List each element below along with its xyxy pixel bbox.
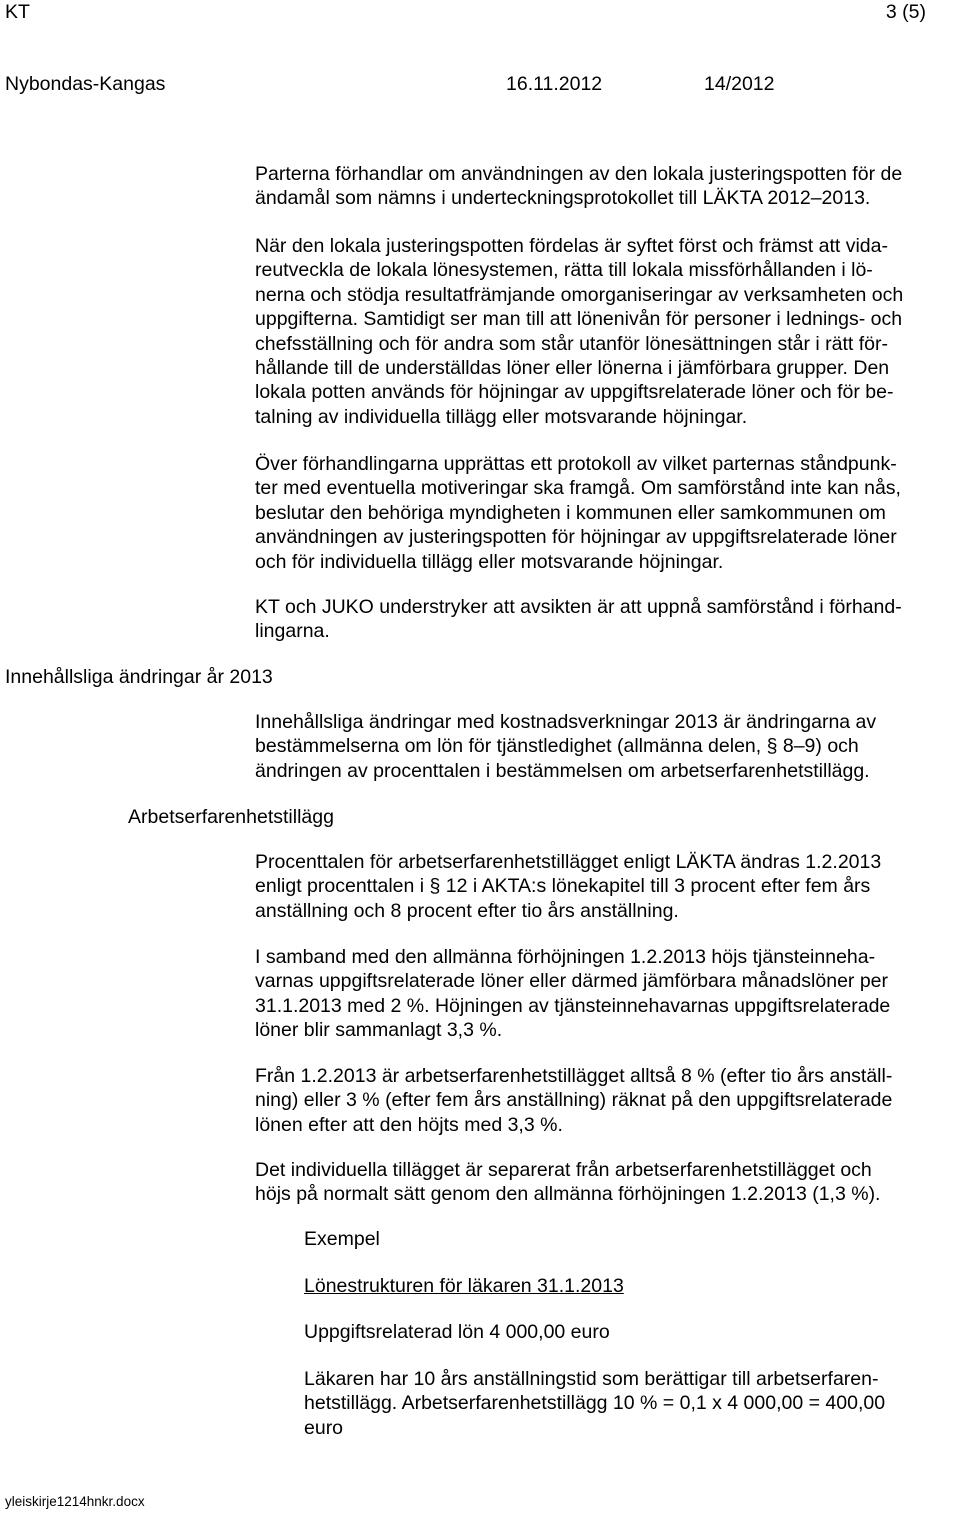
text-line: löner blir sammanlagt 3,3 %.	[255, 1019, 503, 1042]
header-page-number: 3 (5)	[885, 1, 926, 23]
text-line: Över förhandlingarna upprättas ett protokoll av vilket parternas ståndpunk-	[255, 453, 897, 475]
text-line: chefsställning och för andra som står utanför lönesättningen står i rätt för-	[255, 332, 888, 355]
example-subheading: Lönestrukturen för läkaren 31.1.2013	[304, 1275, 624, 1297]
text-line: lönen efter att den höjts med 3,3 %.	[255, 1113, 563, 1136]
example-salary: Uppgiftsrelaterad lön 4 000,00 euro	[304, 1321, 610, 1343]
text-line: euro	[304, 1416, 344, 1439]
paragraph-percentages	[255, 850, 960, 923]
paragraph-from-date	[255, 1064, 960, 1137]
text-line: varnas uppgiftsrelaterade löner eller därmed jämförbara månadslöner per	[255, 970, 889, 993]
text-line: ändamål som nämns i underteckningsprotokollet till LÄKTA 2012–2013.	[255, 187, 871, 210]
section-heading-content-changes: Innehållsliga ändringar år 2013	[5, 666, 273, 688]
text-line: anställning och 8 procent efter tio års anställning.	[255, 899, 679, 922]
text-line: beslutar den behöriga myndigheten i kommunen eller samkommunen om	[255, 501, 886, 524]
text-line: lingarna.	[255, 620, 330, 643]
text-line: hållande till de underställdas löner eller lönerna i jämförbara grupper. Den	[255, 357, 890, 380]
text-line: bestämmelserna om lön för tjänstledighet (allmänna delen, § 8–9) och	[255, 735, 859, 758]
paragraph-cost-changes	[255, 710, 960, 783]
text-line: uppgifterna. Samtidigt ser man till att lönenivån för personer i lednings- och	[255, 308, 903, 331]
example-text	[304, 1367, 960, 1440]
text-line: Innehållsliga ändringar med kostnadsverkningar 2013 är ändringarna av	[255, 711, 877, 733]
paragraph-general-increase	[255, 945, 960, 1043]
text-line: I samband med den allmänna förhöjningen 1.2.2013 höjs tjänsteinneha-	[255, 946, 876, 968]
text-line: ning) eller 3 % (efter fem års anställning) räknat på den uppgiftsrelaterade	[255, 1089, 893, 1112]
text-line: reutveckla de lokala lönesystemen, rätta till lokala missförhållanden i lö-	[255, 259, 873, 282]
paragraph-protocol	[255, 452, 960, 574]
footer-filename: yleiskirje1214hnkr.docx	[5, 1494, 145, 1509]
text-line: användningen av justeringspotten för höjningar av uppgiftsrelaterade löner	[255, 526, 897, 549]
header-date: 16.11.2012	[506, 73, 603, 95]
text-line: och för individuella tillägg eller motsvarande höjningar.	[255, 550, 724, 573]
text-line: hetstillägg. Arbetserfarenhetstillägg 10 % = 0,1 x 4 000,00 = 400,00	[304, 1392, 886, 1415]
paragraph-consensus	[255, 595, 960, 644]
paragraph-individual-allowance	[255, 1158, 960, 1207]
text-line: Parterna förhandlar om användningen av den lokala justeringspotten för de	[255, 163, 903, 185]
text-line: ter med eventuella motiveringar ska framgå. Om samförstånd inte kan nås,	[255, 477, 901, 500]
header-org: KT	[5, 1, 30, 23]
text-line: nerna och stödja resultatfrämjande omorganiseringar av verksamheten och	[255, 283, 904, 306]
text-line: När den lokala justeringspotten fördelas är syftet först och främst att vida-	[255, 235, 888, 257]
text-line: talning av individuella tillägg eller motsvarande höjningar.	[255, 405, 748, 428]
text-line: 31.1.2013 med 2 %. Höjningen av tjänsteinnehavarnas uppgiftsrelaterade	[255, 994, 891, 1017]
header-author: Nybondas-Kangas	[5, 73, 166, 95]
text-line: ändringen av procenttalen i bestämmelsen om arbetserfarenhetstillägg.	[255, 759, 870, 782]
paragraph-pot-purpose	[255, 234, 960, 429]
text-line: KT och JUKO understryker att avsikten är att uppnå samförstånd i förhand-	[255, 596, 902, 618]
text-line: höjs på normalt sätt genom den allmänna förhöjningen 1.2.2013 (1,3 %).	[255, 1183, 881, 1206]
text-line: lokala potten används för höjningar av uppgiftsrelaterade löner och för be-	[255, 381, 894, 404]
text-line: Procenttalen för arbetserfarenhetstillägget enligt LÄKTA ändras 1.2.2013	[255, 851, 882, 873]
text-line: Läkaren har 10 års anställningstid som berättigar till arbetserfaren-	[304, 1368, 879, 1390]
header-reference-number: 14/2012	[704, 73, 775, 95]
section-heading-experience-allowance: Arbetserfarenhetstillägg	[128, 806, 334, 828]
text-line: enligt procenttalen i § 12 i AKTA:s lönekapitel till 3 procent efter fem års	[255, 875, 871, 898]
text-line: Från 1.2.2013 är arbetserfarenhetstillägget alltså 8 % (efter tio års anställ-	[255, 1065, 893, 1087]
text-line: Det individuella tillägget är separerat från arbetserfarenhetstillägget och	[255, 1159, 872, 1181]
example-heading: Exempel	[304, 1228, 380, 1250]
paragraph-negotiation	[255, 162, 960, 211]
